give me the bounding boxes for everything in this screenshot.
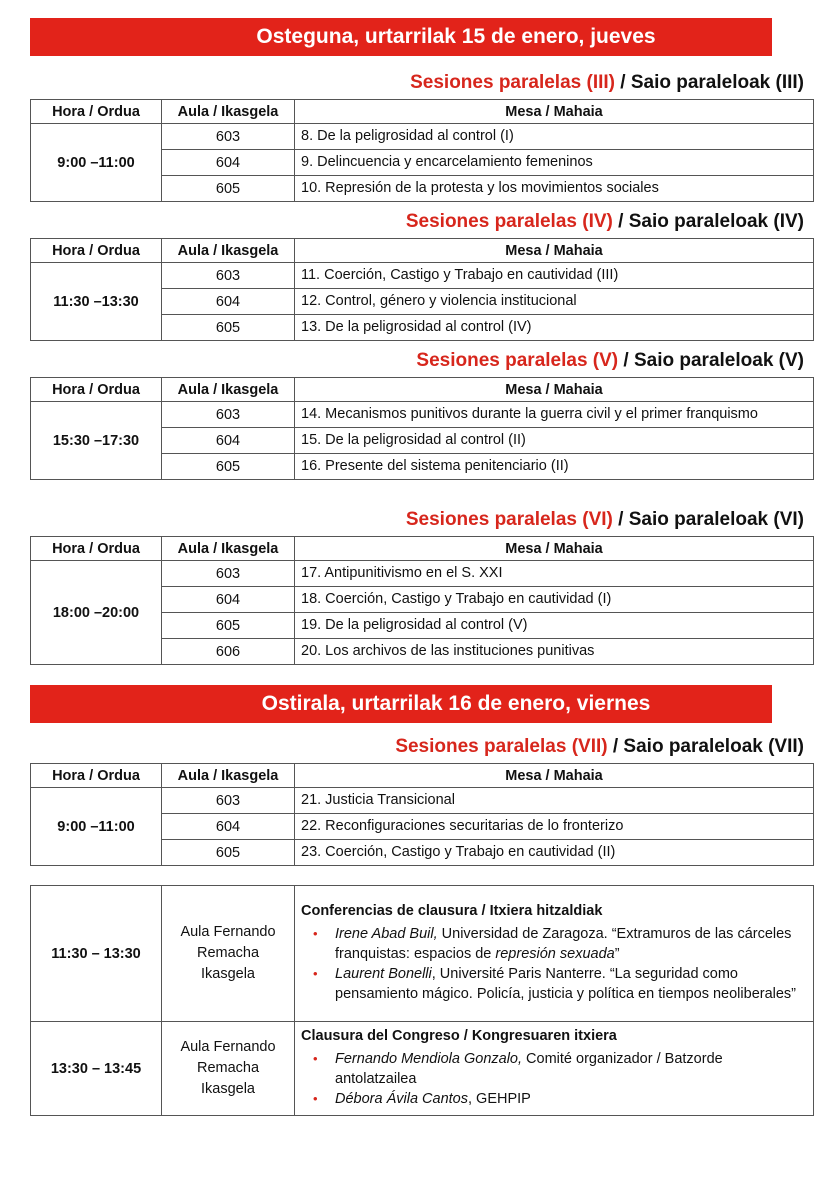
time-slot: 9:00 –11:00	[31, 788, 162, 866]
mesa-cell: 10. Represión de la protesta y los movimientos sociales	[295, 176, 814, 202]
room-cell: 605	[162, 613, 295, 639]
day-banner-thursday	[30, 18, 772, 56]
closing-content-cell	[295, 886, 814, 1022]
room-cell: 604	[162, 814, 295, 840]
session-title-es: Sesiones paralelas (VI)	[405, 509, 613, 530]
bullet-icon: •	[313, 926, 318, 941]
mesa-cell: 13. De la peligrosidad al control (IV)	[295, 315, 814, 341]
session-title-eu: Saio paraleloak (VI)	[628, 509, 804, 530]
header-hora: Hora / Ordua	[31, 100, 162, 124]
header-aula: Aula / Ikasgela	[162, 239, 295, 263]
day-banner-text: Osteguna, urtarrilak 15 de enero, jueves	[256, 25, 656, 48]
speaker-name: Fernando Mendiola Gonzalo,	[335, 1051, 523, 1067]
session-table-iv	[30, 238, 814, 341]
speaker-name: Irene Abad Buil,	[335, 926, 438, 942]
table-header-row	[31, 537, 814, 561]
room-cell: 605	[162, 840, 295, 866]
speaker-name: Débora Ávila Cantos	[335, 1091, 468, 1107]
room-cell: 603	[162, 124, 295, 150]
mesa-cell: 9. Delincuencia y encarcelamiento femeninos	[295, 150, 814, 176]
session-title-es: Sesiones paralelas (V)	[416, 350, 619, 371]
header-aula: Aula / Ikasgela	[162, 100, 295, 124]
closing-table	[30, 885, 814, 1116]
header-mesa: Mesa / Mahaia	[295, 378, 814, 402]
header-hora: Hora / Ordua	[31, 764, 162, 788]
table-row	[31, 886, 814, 1022]
room-cell: 603	[162, 402, 295, 428]
room-cell: 603	[162, 788, 295, 814]
room-cell: 605	[162, 315, 295, 341]
room-cell: 604	[162, 150, 295, 176]
time-slot: 11:30 – 13:30	[31, 886, 162, 1022]
speaker-detail: , GEHPIP	[468, 1091, 531, 1107]
session-title-es: Sesiones paralelas (VII)	[395, 736, 608, 757]
mesa-cell: 12. Control, género y violencia institucional	[295, 289, 814, 315]
speaker-item	[307, 1049, 807, 1089]
room-line: Ikasgela	[200, 966, 255, 982]
room-cell: 603	[162, 561, 295, 587]
room-cell: 604	[162, 587, 295, 613]
speaker-detail: Universidad de Zaragoza. “Extramuros de las cárceles franquistas: espacios de	[335, 926, 792, 962]
header-mesa: Mesa / Mahaia	[295, 764, 814, 788]
speaker-item	[307, 964, 807, 1004]
time-slot: 15:30 –17:30	[31, 402, 162, 480]
session-title-eu: Saio paraleloak (III)	[630, 72, 804, 93]
header-aula: Aula / Ikasgela	[162, 378, 295, 402]
session-title-vii	[395, 736, 804, 758]
speaker-detail-emphasis: represión sexuada	[495, 946, 615, 962]
room-line: Aula Fernando	[180, 924, 276, 940]
header-aula: Aula / Ikasgela	[162, 537, 295, 561]
mesa-cell: 17. Antipunitivismo en el S. XXI	[295, 561, 814, 587]
room-cell: 605	[162, 176, 295, 202]
session-title-slash: /	[607, 736, 624, 757]
session-title-slash: /	[612, 211, 629, 232]
table-row	[31, 263, 814, 289]
table-header-row	[31, 100, 814, 124]
closing-heading: Conferencias de clausura / Itxiera hitzaldiak	[301, 903, 603, 919]
table-row	[31, 402, 814, 428]
closing-heading: Clausura del Congreso / Kongresuaren itxiera	[301, 1028, 617, 1044]
time-slot: 18:00 –20:00	[31, 561, 162, 665]
session-title-iii	[410, 72, 804, 94]
header-mesa: Mesa / Mahaia	[295, 537, 814, 561]
closing-content-cell	[295, 1022, 814, 1116]
session-table-iii	[30, 99, 814, 202]
mesa-cell: 20. Los archivos de las instituciones punitivas	[295, 639, 814, 665]
mesa-cell: 23. Coerción, Castigo y Trabajo en cautividad (II)	[295, 840, 814, 866]
table-row	[31, 1022, 814, 1116]
room-cell	[162, 1022, 295, 1116]
time-slot: 11:30 –13:30	[31, 263, 162, 341]
mesa-cell: 19. De la peligrosidad al control (V)	[295, 613, 814, 639]
mesa-cell: 15. De la peligrosidad al control (II)	[295, 428, 814, 454]
table-row	[31, 561, 814, 587]
bullet-icon: •	[313, 966, 318, 981]
room-cell: 603	[162, 263, 295, 289]
session-title-eu: Saio paraleloak (VII)	[623, 736, 804, 757]
mesa-cell: 22. Reconfiguraciones securitarias de lo fronterizo	[295, 814, 814, 840]
room-line: Aula Fernando	[180, 1039, 276, 1055]
room-line: Remacha	[196, 945, 260, 961]
session-title-iv	[406, 211, 804, 233]
time-slot: 13:30 – 13:45	[31, 1022, 162, 1116]
speaker-list	[301, 924, 807, 1004]
bullet-icon: •	[313, 1051, 318, 1066]
header-hora: Hora / Ordua	[31, 537, 162, 561]
mesa-cell: 18. Coerción, Castigo y Trabajo en cautividad (I)	[295, 587, 814, 613]
session-title-eu: Saio paraleloak (IV)	[628, 211, 804, 232]
session-title-vi	[406, 509, 804, 531]
room-line: Ikasgela	[200, 1081, 255, 1097]
speaker-list	[301, 1049, 807, 1109]
time-slot: 9:00 –11:00	[31, 124, 162, 202]
room-cell: 605	[162, 454, 295, 480]
session-title-slash: /	[618, 350, 634, 371]
header-mesa: Mesa / Mahaia	[295, 239, 814, 263]
mesa-cell: 11. Coerción, Castigo y Trabajo en cautividad (III)	[295, 263, 814, 289]
speaker-detail: Comité organizador / Batzorde antolatzailea	[335, 1051, 723, 1087]
session-table-vii	[30, 763, 814, 866]
mesa-cell: 8. De la peligrosidad al control (I)	[295, 124, 814, 150]
session-title-eu: Saio paraleloak (V)	[633, 350, 804, 371]
table-header-row	[31, 239, 814, 263]
session-title-es: Sesiones paralelas (III)	[410, 72, 615, 93]
session-table-v	[30, 377, 814, 480]
table-row	[31, 124, 814, 150]
room-cell: 604	[162, 289, 295, 315]
mesa-cell: 21. Justicia Transicional	[295, 788, 814, 814]
bullet-icon: •	[313, 1091, 318, 1106]
speaker-detail-end: ”	[614, 946, 620, 962]
day-banner-friday	[30, 685, 772, 723]
header-hora: Hora / Ordua	[31, 239, 162, 263]
room-cell: 604	[162, 428, 295, 454]
speaker-name: Laurent Bonelli	[335, 966, 432, 982]
mesa-cell: 16. Presente del sistema penitenciario (II)	[295, 454, 814, 480]
session-title-es: Sesiones paralelas (IV)	[405, 211, 613, 232]
session-title-v	[416, 350, 804, 372]
room-line: Remacha	[196, 1060, 260, 1076]
session-title-slash: /	[612, 509, 629, 530]
table-header-row	[31, 378, 814, 402]
speaker-item	[307, 924, 807, 964]
mesa-cell: 14. Mecanismos punitivos durante la guerra civil y el primer franquismo	[295, 402, 814, 428]
header-hora: Hora / Ordua	[31, 378, 162, 402]
table-header-row	[31, 764, 814, 788]
room-cell	[162, 886, 295, 1022]
day-banner-text: Ostirala, urtarrilak 16 de enero, viernes	[261, 692, 651, 715]
room-cell: 606	[162, 639, 295, 665]
speaker-detail: , Université Paris Nanterre. “La seguridad como pensamiento mágico. Policía, justicia y política en tiempos neoliberales”	[335, 966, 797, 1002]
session-title-slash: /	[614, 72, 631, 93]
table-row	[31, 788, 814, 814]
header-aula: Aula / Ikasgela	[162, 764, 295, 788]
session-table-vi	[30, 536, 814, 665]
speaker-item	[307, 1089, 807, 1109]
header-mesa: Mesa / Mahaia	[295, 100, 814, 124]
